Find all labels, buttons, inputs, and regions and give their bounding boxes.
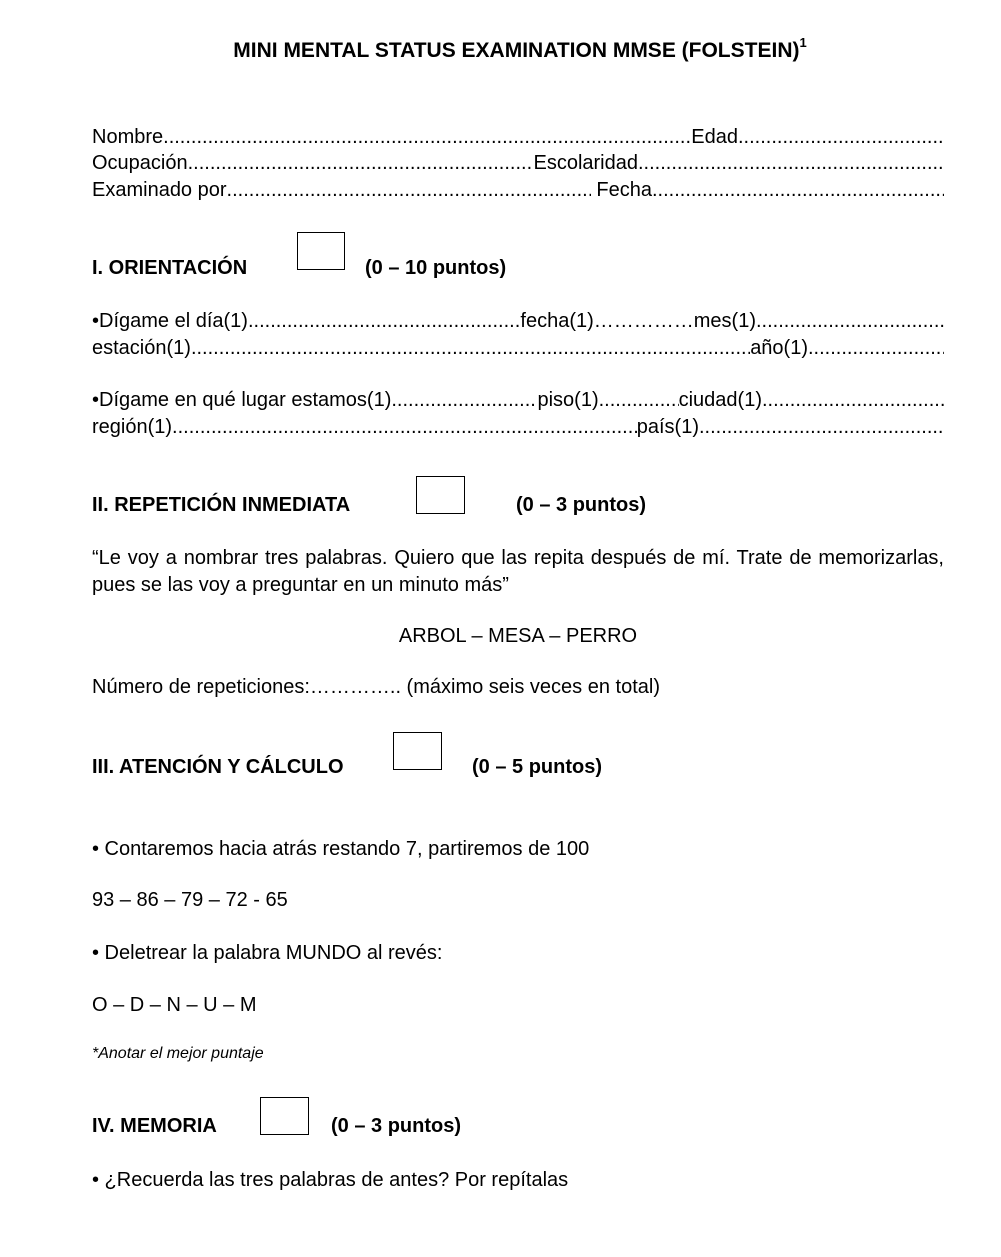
memoria-item-1: • ¿Recuerda las tres palabras de antes? Por repítalas <box>92 1169 569 1191</box>
repeticion-score-box[interactable] <box>416 476 465 514</box>
repeticion-heading: II. REPETICIÓN INMEDIATA <box>92 494 351 516</box>
page-title <box>0 35 1001 64</box>
memoria-points: (0 – 3 puntos) <box>331 1115 462 1137</box>
ciudad-field[interactable] <box>762 387 944 413</box>
lugar-field[interactable] <box>391 387 537 413</box>
title-footnote: 1 <box>799 35 807 50</box>
patient-row-1 <box>92 124 944 150</box>
lugar-label: •Dígame en qué lugar estamos(1) <box>92 389 392 411</box>
estacion-field[interactable] <box>191 335 750 361</box>
repeticion-points: (0 – 3 puntos) <box>516 494 647 516</box>
pais-field[interactable] <box>699 414 944 440</box>
edad-field[interactable] <box>738 124 944 150</box>
atencion-item-1: • Contaremos hacia atrás restando 7, partiremos de 100 <box>92 838 590 860</box>
anio-label: año(1) <box>750 337 808 359</box>
orientacion-points: (0 – 10 puntos) <box>365 257 507 279</box>
escolaridad-label: Escolaridad <box>533 152 638 174</box>
orientacion-line-2 <box>92 335 944 361</box>
dia-field[interactable] <box>248 308 520 334</box>
patient-row-2 <box>92 150 944 176</box>
patient-row-3 <box>92 177 944 203</box>
escolaridad-field[interactable] <box>638 150 944 176</box>
atencion-score-box[interactable] <box>393 732 442 770</box>
ocupacion-label: Ocupación <box>92 152 188 174</box>
atencion-letters: O – D – N – U – M <box>92 994 257 1016</box>
region-label: región(1) <box>92 416 173 438</box>
atencion-sequence: 93 – 86 – 79 – 72 - 65 <box>92 889 288 911</box>
orientacion-line-4 <box>92 414 944 440</box>
title-text: MINI MENTAL STATUS EXAMINATION MMSE (FOLSTEIN) <box>233 39 800 62</box>
fecha-label: Fecha <box>590 179 652 201</box>
memoria-heading: IV. MEMORIA <box>92 1115 217 1137</box>
fecha-field[interactable] <box>652 177 944 203</box>
piso-label: piso(1) <box>537 389 599 411</box>
edad-label: Edad <box>691 126 738 148</box>
atencion-item-2: • Deletrear la palabra MUNDO al revés: <box>92 942 443 964</box>
ocupacion-field[interactable] <box>188 150 534 176</box>
memoria-score-box[interactable] <box>260 1097 309 1135</box>
dia-label: •Dígame el día(1) <box>92 310 248 332</box>
nombre-field[interactable] <box>163 124 691 150</box>
nombre-label: Nombre <box>92 126 164 148</box>
atencion-note: *Anotar el mejor puntaje <box>92 1045 264 1062</box>
mes-field[interactable] <box>756 308 944 334</box>
examinado-label: Examinado por <box>92 179 227 201</box>
ciudad-label: ciudad(1) <box>678 389 762 411</box>
orientacion-score-box[interactable] <box>297 232 345 270</box>
atencion-points: (0 – 5 puntos) <box>472 756 603 778</box>
repeticion-instruction: “Le voy a nombrar tres palabras. Quiero que las repita después de mí. Trate de memorizarlas, pues se las voy a preguntar en un minuto más” <box>92 547 944 596</box>
orientacion-line-3 <box>92 387 944 413</box>
atencion-heading: III. ATENCIÓN Y CÁLCULO <box>92 756 344 778</box>
repeticion-count: Número de repeticiones:………….. (máximo seis veces en total) <box>92 676 660 698</box>
orientacion-heading: I. ORIENTACIÓN <box>92 257 248 279</box>
piso-field[interactable] <box>599 387 679 413</box>
orientacion-line-1 <box>92 308 944 334</box>
region-field[interactable] <box>172 414 637 440</box>
repeticion-words: ARBOL – MESA – PERRO <box>398 625 638 647</box>
mes-label: mes(1) <box>693 310 756 332</box>
examinado-field[interactable] <box>227 177 591 203</box>
fecha-item-label: fecha(1) <box>520 310 594 332</box>
pais-label: país(1) <box>636 416 699 438</box>
fecha-item-field[interactable]: …………… <box>593 310 694 332</box>
estacion-label: estación(1) <box>92 337 191 359</box>
anio-field[interactable] <box>808 335 944 361</box>
